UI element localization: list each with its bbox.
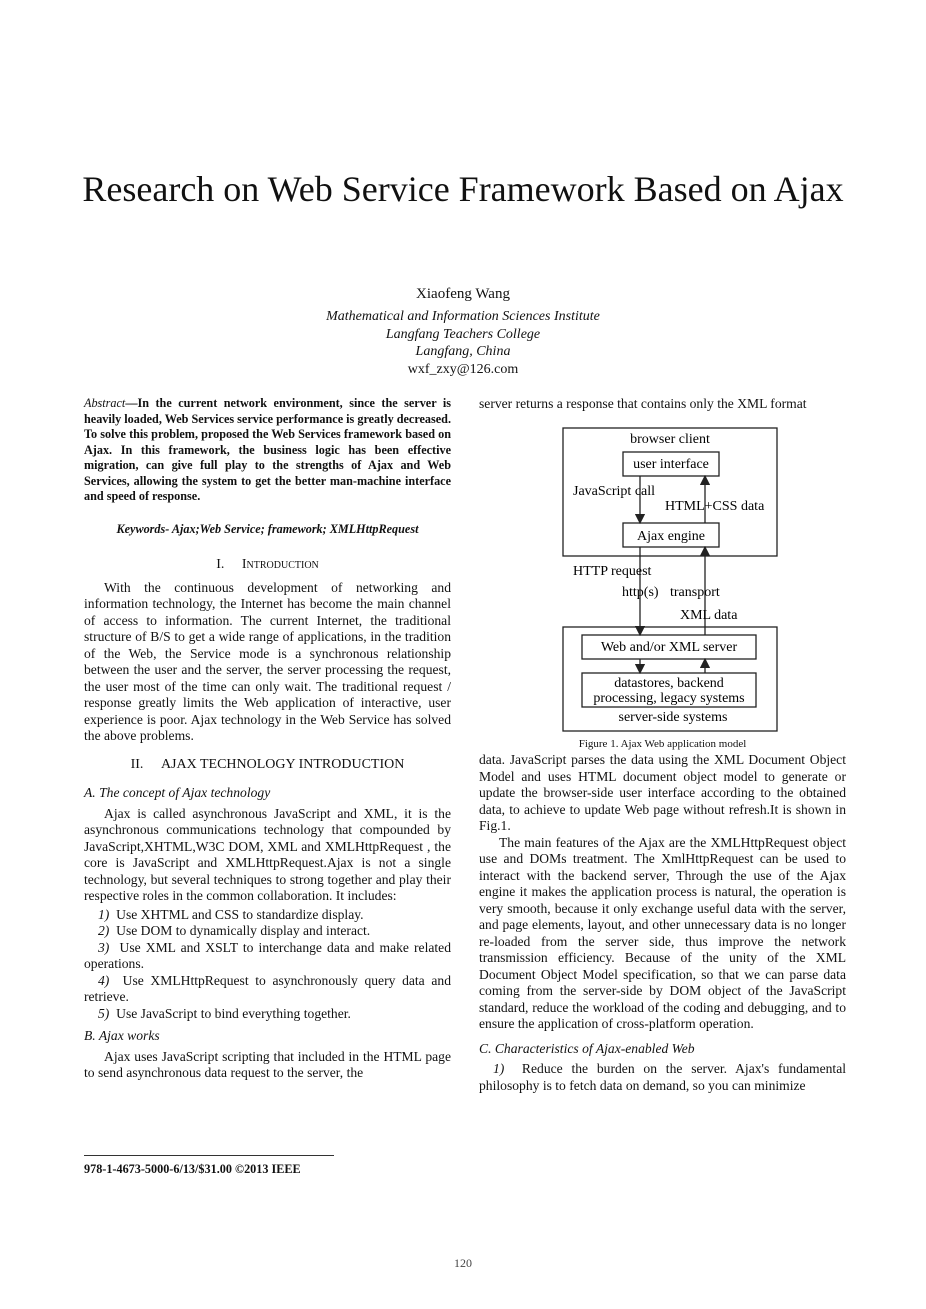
- datastores-label-1: datastores, backend: [614, 676, 724, 691]
- list-text: Use JavaScript to bind everything together.: [116, 1005, 351, 1021]
- xml-data-label: XML data: [680, 608, 738, 623]
- characteristic-item: [479, 1061, 846, 1094]
- subsection-heading-c: C. Characteristics of Ajax-enabled Web: [479, 1040, 695, 1056]
- figure-caption: Figure 1. Ajax Web application model: [578, 738, 747, 750]
- author-name: Xiaofeng Wang: [416, 286, 510, 302]
- transport-label: transport: [670, 585, 720, 600]
- section-number: I.: [216, 557, 225, 572]
- ajax-engine-label: Ajax engine: [636, 529, 706, 544]
- list-item: [84, 973, 451, 1006]
- abstract-text: —In the current network environment, since the server is heavily loaded, Web Services service performance is greatly decreased. To solve this problem, proposed the Web Services framework based on Ajax. In this framework, the business logic has been effective migration, can give full play to the strengths of Ajax and Web Services, allowing the system to get the better man-machine interface and speed of response.: [84, 396, 451, 503]
- server-side-label: server-side systems: [618, 710, 728, 725]
- figure-continuation-paragraph: data. JavaScript parses the data using the XML Document Object Model and uses HTML document object model to generate or update the browser-side user interface according to the obtained data, to achieve to update Web page without refresh.It is shown in Fig.1.: [479, 752, 846, 833]
- list-number: 2): [98, 923, 110, 938]
- list-number: 4): [98, 972, 110, 988]
- affiliation-location: Langfang, China: [415, 344, 511, 359]
- web-server-label: Web and/or XML server: [600, 640, 738, 655]
- affiliation-institute: Mathematical and Information Sciences Institute: [326, 309, 600, 324]
- ajax-model-figure: [560, 425, 782, 735]
- abstract: [84, 396, 451, 505]
- paper-title: Research on Web Service Framework Based on Ajax: [82, 169, 844, 209]
- list-item: [84, 923, 451, 940]
- list-number: 5): [98, 1005, 110, 1021]
- right-column-top: [479, 396, 846, 413]
- introduction-paragraph: With the continuous development of networking and information technology, the Internet has become the main channel of access to information. The current Internet, the traditional structure of B/S to get a wide range of applications, in the tradition of the Web, the Service mode is a synchronous relationship between the user and the server, the server processing the request, the user most of the time can only wait. The traditional request / response greatly limits the Web application of interactive, user experience is poor. Ajax technology in the Web Service has solved the above problems.: [84, 579, 451, 743]
- list-item: [84, 940, 451, 973]
- technology-list: [84, 907, 451, 1023]
- list-number: 1): [98, 906, 110, 922]
- list-text: Use XHTML and CSS to standardize display.: [116, 906, 364, 922]
- author-email[interactable]: wxf_zxy@126.com: [407, 361, 519, 377]
- list-number: 1): [493, 1061, 505, 1076]
- list-text: Reduce the burden on the server. Ajax's fundamental philosophy is to fetch data on demand, so you can minimize: [479, 1061, 846, 1093]
- section-title: AJAX TECHNOLOGY INTRODUCTION: [160, 756, 405, 772]
- affiliation-college: Langfang Teachers College: [385, 326, 541, 342]
- keywords: Keywords- Ajax;Web Service; framework; XMLHttpRequest: [116, 521, 419, 536]
- https-label: http(s): [622, 585, 659, 600]
- subsection-a-paragraph: Ajax is called asynchronous JavaScript and XML, it is the asynchronous communications technology that compounded by JavaScript,XHTML,W3C DOM, XML and XMLHttpRequest , the core is JavaScript and XMLHttpRequest.Ajax is not a single technology, but several techniques to strong together and play their respective roles in the common collaboration. It includes:: [84, 805, 451, 903]
- section-heading-ajax: [84, 757, 451, 774]
- features-paragraph: The main features of the Ajax are the XMLHttpRequest object use and DOMs treatment. The XmlHttpRequest can be used to interact with the backend server, Through the use of the Ajax engine it makes the application process is natural, the operation is very smooth, because it only exchange useful data with the server, and page elements, layout, and other unnecessary data is no longer re-loaded from the server side, thus improve the network transmission efficiency. Because of the unity of the XML Document Object Model specification, so that we can parse data coming from the server-side by DOM object of the JavaScript standard, reduce the workload of the coding and debugging, and to ensure the application of cross-platform operation.: [479, 834, 846, 1031]
- footnote-rule: [84, 1155, 334, 1156]
- list-text: Use XMLHttpRequest to asynchronously query data and retrieve.: [84, 972, 451, 1004]
- section-title: Introduction: [241, 557, 319, 572]
- right-column-first-line: server returns a response that contains only the XML format: [479, 396, 807, 411]
- left-column: [84, 396, 451, 1082]
- list-number: 3): [98, 939, 110, 955]
- list-item: [84, 1006, 451, 1023]
- page-number: 120: [454, 1256, 472, 1270]
- section-heading-introduction: [84, 557, 451, 574]
- section-number: II.: [130, 756, 144, 772]
- http-request-label: HTTP request: [573, 564, 652, 579]
- html-css-label: HTML+CSS data: [665, 499, 765, 514]
- list-text: Use XML and XSLT to interchange data and make related operations.: [84, 939, 452, 971]
- user-interface-label: user interface: [633, 457, 709, 472]
- js-call-label: JavaScript call: [573, 484, 656, 499]
- subsection-heading-b: B. Ajax works: [84, 1028, 160, 1043]
- subsection-heading-a: A. The concept of Ajax technology: [84, 785, 271, 800]
- affiliation: [0, 308, 926, 378]
- list-item: [84, 907, 451, 924]
- copyright-footnote: 978-1-4673-5000-6/13/$31.00 ©2013 IEEE: [84, 1162, 301, 1176]
- browser-client-label: browser client: [630, 432, 710, 447]
- datastores-label-2: processing, legacy systems: [593, 691, 745, 706]
- list-text: Use DOM to dynamically display and interact.: [116, 923, 371, 938]
- right-column-body: [479, 752, 846, 1094]
- abstract-label: Abstract: [84, 396, 126, 410]
- subsection-b-paragraph: Ajax uses JavaScript scripting that included in the HTML page to send asynchronous data request to the server, the: [84, 1048, 451, 1080]
